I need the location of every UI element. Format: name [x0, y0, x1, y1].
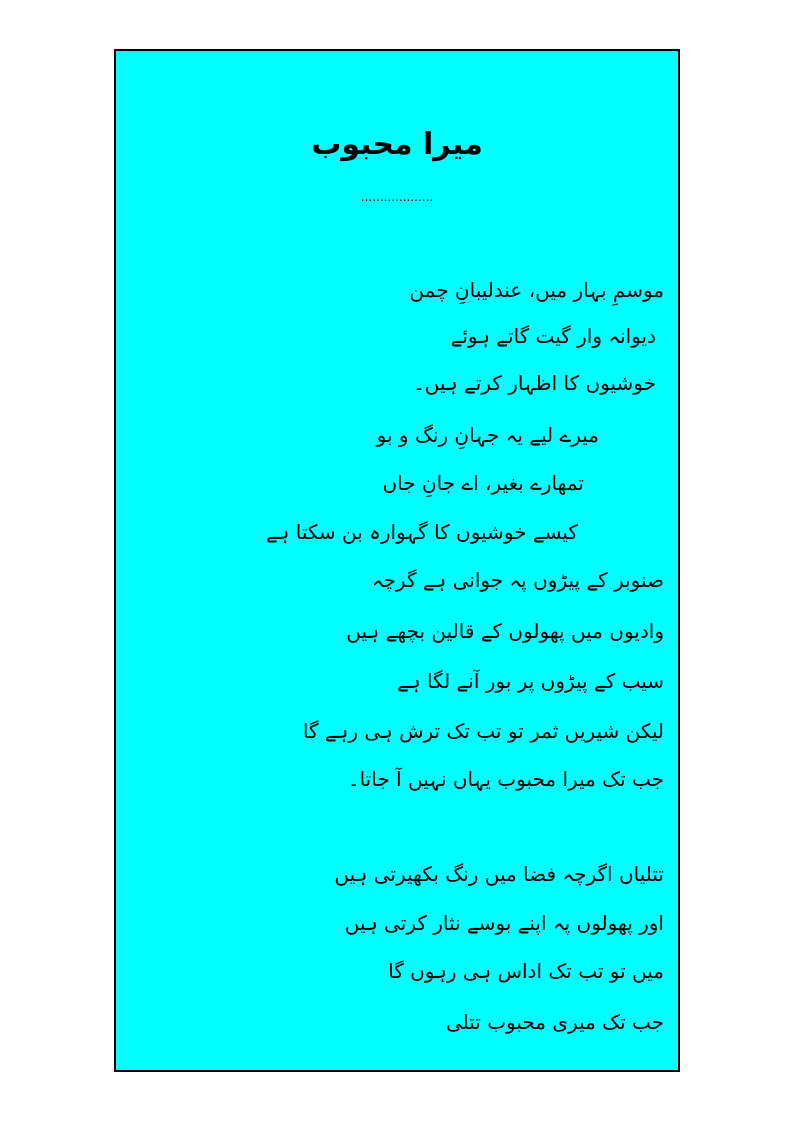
verse-line-2: دیوانہ وار گیت گاتے ہوئے	[450, 324, 656, 348]
poem-panel	[114, 49, 680, 1072]
verse-line-3: خوشیوں کا اظہار کرتے ہیں۔	[412, 371, 656, 395]
verse-line-4: میرے لیے یہ جہانِ رنگ و بو	[376, 423, 599, 447]
verse-line-15: جب تک میری محبوب تتلی	[445, 1010, 664, 1034]
verse-line-6: کیسے خوشیوں کا گہوارہ بن سکتا ہے	[265, 520, 578, 544]
verse-line-10: لیکن شیریں ثمر تو تب تک ترش ہی رہے گا	[302, 719, 664, 743]
poem-title: میرا محبوب	[311, 127, 483, 162]
verse-line-8: وادیوں میں پھولوں کے قالین بچھے ہیں	[346, 619, 664, 643]
verse-line-13: اور پھولوں پہ اپنے بوسے نثار کرتی ہیں	[344, 911, 664, 935]
verse-line-9: سیب کے پیڑوں پر بور آنے لگا ہے	[397, 669, 664, 693]
verse-line-14: میں تو تب تک اداس ہی رہوں گا	[388, 959, 664, 983]
verse-line-1: موسمِ بہار میں، عندلیبانِ چمن	[409, 278, 664, 302]
verse-line-5: تمھارے بغیر، اے جانِ جاں	[382, 471, 584, 495]
verse-line-11: جب تک میرا محبوب یہاں نہیں آ جاتا۔	[347, 767, 664, 791]
verse-line-7: صنوبر کے پیڑوں پہ جوانی ہے گرچہ	[371, 568, 664, 592]
verse-line-12: تتلیاں اگرچہ فضا میں رنگ بکھیرتی ہیں	[334, 862, 664, 886]
title-divider: ...................	[360, 190, 434, 204]
